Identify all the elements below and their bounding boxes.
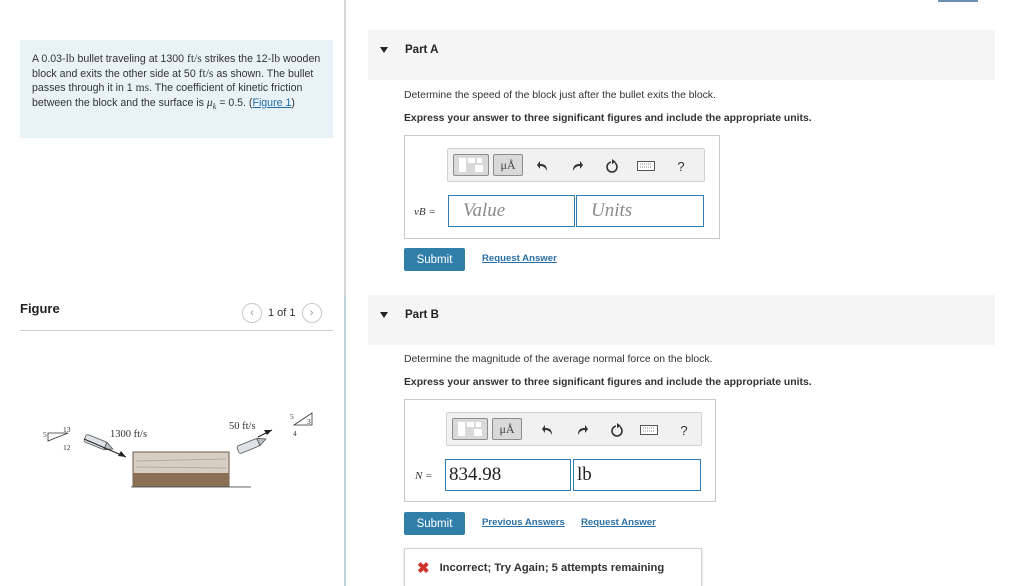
- slope-triangle-left: [48, 433, 68, 441]
- velocity-in-label: 1300 ft/s: [110, 429, 148, 440]
- part-b-instruction: Express your answer to three significant figures and include the appropriate units.: [404, 377, 812, 388]
- chevron-right-icon[interactable]: ›: [302, 303, 322, 323]
- feedback-incorrect: [404, 548, 702, 586]
- reset-icon[interactable]: [607, 413, 627, 447]
- part-a-units-input[interactable]: Units: [576, 195, 704, 227]
- tri-left-b: 13: [63, 425, 71, 434]
- tri-left-a: 5: [43, 430, 47, 439]
- x-icon: ✖: [417, 559, 430, 577]
- problem-text: as shown. The bullet passes through it in 1: [32, 67, 314, 95]
- problem-text: wooden block and exits the other side at 50: [32, 53, 321, 80]
- figure-divider: [20, 330, 333, 331]
- redo-icon[interactable]: [568, 149, 586, 183]
- caret-down-icon: [380, 312, 388, 318]
- units-icon[interactable]: μÅ: [492, 418, 522, 440]
- pane-divider-accent: [344, 295, 346, 586]
- part-b-title: Part B: [405, 309, 439, 321]
- feedback-text: Incorrect; Try Again; 5 attempts remaining: [439, 561, 665, 574]
- mu-symbol: μ: [206, 96, 213, 109]
- figure-pager: [242, 303, 322, 323]
- problem-text: = 0.5. (: [216, 96, 253, 109]
- chevron-left-icon[interactable]: ‹: [242, 303, 262, 323]
- unit-lb: lb: [65, 53, 75, 65]
- part-a-answer-box: [404, 135, 720, 239]
- block-shade: [133, 473, 229, 486]
- units-icon[interactable]: μÅ: [493, 154, 523, 176]
- part-b-units-input[interactable]: lb: [573, 459, 701, 491]
- part-a-var-label: vB =: [414, 206, 436, 218]
- help-icon[interactable]: ?: [677, 158, 685, 174]
- help-icon[interactable]: ?: [680, 422, 688, 438]
- part-b-value-input[interactable]: 834.98: [445, 459, 571, 491]
- problem-text: . The coefficient of kinetic friction between the block and the surface is: [32, 82, 303, 109]
- tri-right-a: 5: [290, 412, 294, 421]
- problem-text: strikes the 12-: [201, 53, 272, 65]
- redo-icon[interactable]: [573, 413, 591, 447]
- unit-lb: lb: [271, 53, 281, 65]
- figure-label: Figure: [20, 301, 60, 316]
- part-b-header[interactable]: [368, 295, 995, 345]
- keyboard-icon[interactable]: [637, 413, 661, 447]
- part-b-toolbar: [446, 412, 702, 446]
- part-a-instruction: Express your answer to three significant figures and include the appropriate units.: [404, 113, 812, 124]
- part-b-submit-button[interactable]: Submit: [404, 512, 465, 535]
- undo-icon[interactable]: [539, 413, 557, 447]
- problem-statement: [20, 40, 333, 138]
- part-a-value-input[interactable]: Value: [448, 195, 575, 227]
- mu-subscript: k: [212, 101, 217, 111]
- caret-down-icon: [380, 47, 388, 53]
- problem-text: ): [291, 96, 295, 109]
- tri-left-c: 12: [63, 443, 71, 452]
- velocity-out-label: 50 ft/s: [229, 421, 256, 432]
- part-a-question: Determine the speed of the block just after the bullet exits the block.: [404, 90, 716, 101]
- bullet-out: [237, 435, 268, 454]
- unit-fts: ft/s: [187, 53, 202, 65]
- problem-text: bullet traveling at 1300: [74, 53, 188, 65]
- part-b-answer-box: [404, 399, 716, 502]
- pager-text: 1 of 1: [268, 307, 296, 319]
- unit-fts: ft/s: [198, 67, 214, 80]
- tri-right-c: 4: [293, 429, 297, 438]
- part-a-header[interactable]: [368, 30, 995, 80]
- problem-text: A 0.03-: [32, 53, 66, 65]
- part-b-var-label: N =: [415, 470, 433, 482]
- templates-icon[interactable]: [452, 418, 488, 440]
- tri-right-b: 3: [307, 417, 311, 426]
- unit-ms: ms: [135, 82, 150, 95]
- reset-icon[interactable]: [602, 149, 622, 183]
- top-link-underline[interactable]: [938, 0, 978, 2]
- keyboard-icon[interactable]: [634, 149, 658, 183]
- figure-link[interactable]: Figure 1: [252, 96, 292, 109]
- part-b-request-answer-link[interactable]: Request Answer: [581, 517, 656, 528]
- part-a-title: Part A: [405, 44, 439, 56]
- figure-illustration: [36, 405, 326, 500]
- part-b-previous-answers-link[interactable]: Previous Answers: [482, 517, 565, 528]
- part-a-toolbar: [447, 148, 705, 182]
- templates-icon[interactable]: [453, 154, 489, 176]
- undo-icon[interactable]: [534, 149, 552, 183]
- part-b-question: Determine the magnitude of the average normal force on the block.: [404, 354, 713, 365]
- part-a-request-answer-link[interactable]: Request Answer: [482, 253, 557, 264]
- part-a-submit-button[interactable]: Submit: [404, 248, 465, 271]
